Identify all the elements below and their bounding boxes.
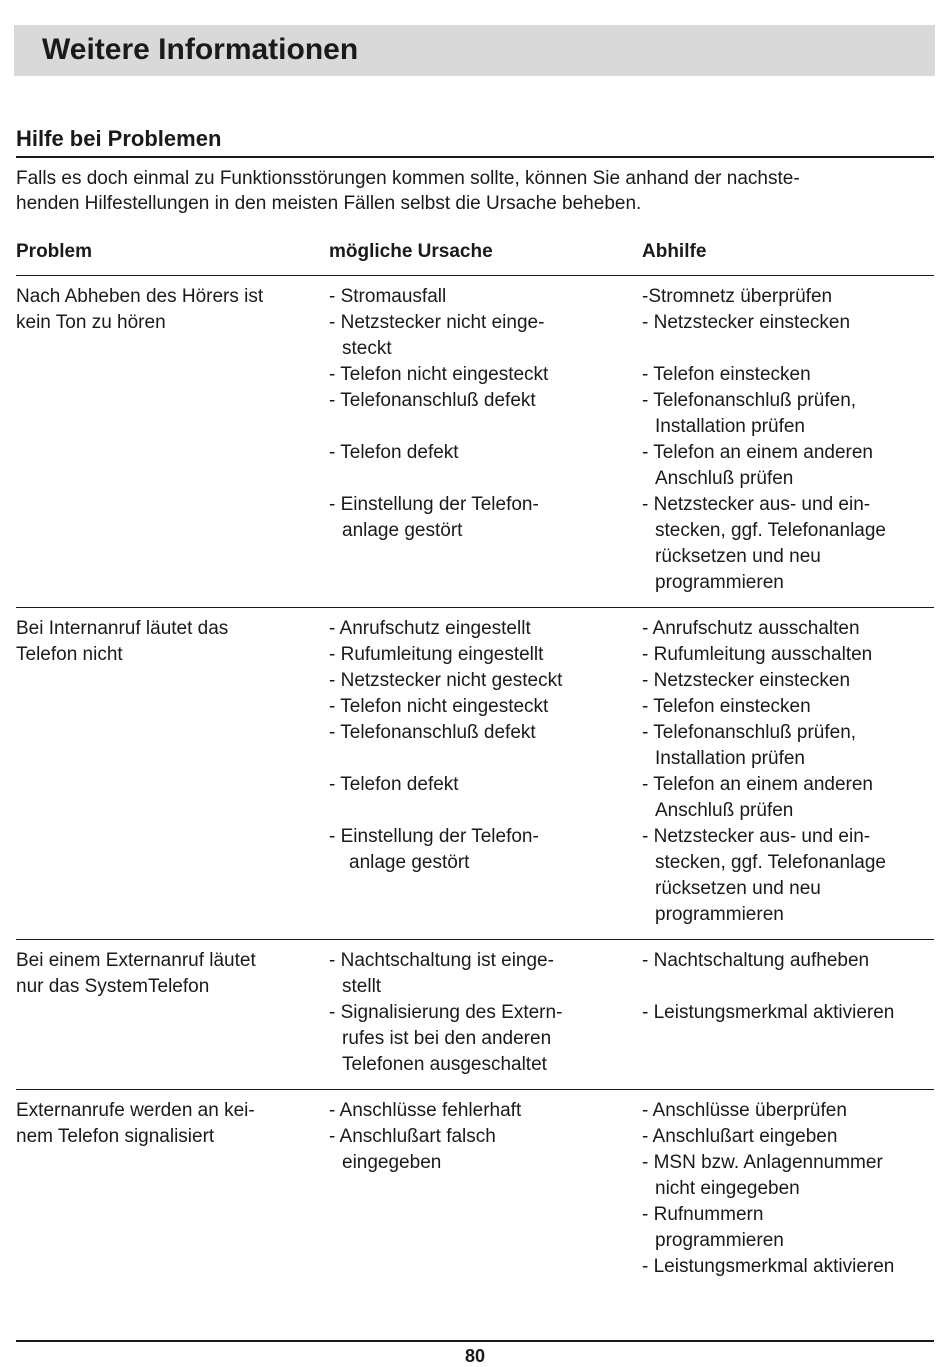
cell-line [642,336,942,362]
cell-line: Telefon nicht [16,644,123,665]
cell-line: - Telefon nicht eingesteckt [329,696,549,717]
cell-line: - Rufumleitung ausschalten [642,644,873,665]
cell-line [329,466,639,492]
cell-line: - Netzstecker einstecken [642,670,851,691]
table-row [16,276,934,608]
cell-line: - Telefon einstecken [642,696,811,717]
cell-line: Bei einem Externanruf läutet [16,950,256,971]
cell-line [642,974,942,1000]
cell-line: programmieren [655,904,784,925]
remedy-cell [642,616,942,928]
problem-cell [16,1098,316,1150]
cell-line: - Anschlußart falsch [329,1126,496,1147]
cell-line: anlage gestört [349,852,470,873]
cell-line [329,746,639,772]
cell-line: - Leistungsmerkmal aktivieren [642,1256,895,1277]
cell-line: rücksetzen und neu [655,546,821,567]
chapter-header-bar [14,25,935,76]
table-row [16,608,934,940]
remedy-cell [642,284,942,596]
cell-line: - Netzstecker einstecken [642,312,851,333]
column-header-remedy: Abhilfe [642,241,707,262]
cell-line: Anschluß prüfen [655,468,794,489]
cell-line: - Anrufschutz ausschalten [642,618,860,639]
troubleshooting-table [16,238,934,1291]
cell-line: - Telefon an einem anderen [642,774,873,795]
remedy-cell [642,948,942,1026]
cell-line: - Netzstecker aus- und ein- [642,494,871,515]
cell-line: eingegeben [342,1152,442,1173]
cell-line: - Rufumleitung eingestellt [329,644,544,665]
cell-line: Installation prüfen [655,416,805,437]
cell-line: Anschluß prüfen [655,800,794,821]
cell-line: kein Ton zu hören [16,312,166,333]
chapter-title: Weitere Informationen [42,33,359,66]
cell-line: - Netzstecker aus- und ein- [642,826,871,847]
cell-line: Installation prüfen [655,748,805,769]
cell-line: -Stromnetz überprüfen [642,286,833,307]
cell-line: - Leistungsmerkmal aktivieren [642,1002,895,1023]
cell-line [329,414,639,440]
intro-line: Falls es doch einmal zu Funktionsstörungen kommen sollte, können Sie anhand der nachste- [16,168,800,189]
column-header-problem: Problem [16,241,93,262]
cause-cell [329,616,639,876]
page-number: 80 [464,1346,486,1366]
cell-line [329,798,639,824]
cell-line: - Stromausfall [329,286,447,307]
cell-line: - Rufnummern [642,1204,764,1225]
table-row [16,940,934,1090]
cell-line: steckt [342,338,392,359]
cell-line: - Telefonanschluß prüfen, [642,390,857,411]
table-row [16,1090,934,1291]
cell-line: nur das SystemTelefon [16,976,210,997]
cell-line: - Telefonanschluß defekt [329,390,536,411]
cell-line: nem Telefon signalisiert [16,1126,215,1147]
column-header-cause: mögliche Ursache [329,241,493,262]
cell-line: - MSN bzw. Anlagennummer [642,1152,883,1173]
cell-line: Externanrufe werden an kei- [16,1100,255,1121]
cause-cell [329,1098,639,1176]
cell-line: - Telefonanschluß prüfen, [642,722,857,743]
remedy-cell [642,1098,942,1280]
cell-line: stecken, ggf. Telefonanlage [655,520,886,541]
cell-line: - Telefon an einem anderen [642,442,873,463]
cell-line: - Telefon nicht eingesteckt [329,364,549,385]
problem-cell [16,284,316,336]
cell-line: programmieren [655,1230,784,1251]
footer-divider [16,1340,934,1342]
cell-line: - Nachtschaltung aufheben [642,950,870,971]
cell-line: - Netzstecker nicht einge- [329,312,545,333]
cause-cell [329,948,639,1078]
cell-line: - Telefon defekt [329,442,459,463]
cause-cell [329,284,639,544]
cell-line: rufes ist bei den anderen [342,1028,552,1049]
section-title: Hilfe bei Problemen [16,126,222,151]
table-header-row [16,238,934,276]
cell-line: stecken, ggf. Telefonanlage [655,852,886,873]
cell-line: - Nachtschaltung ist einge- [329,950,554,971]
cell-line: - Anrufschutz eingestellt [329,618,531,639]
cell-line: - Netzstecker nicht gesteckt [329,670,563,691]
cell-line: Nach Abheben des Hörers ist [16,286,264,307]
cell-line: - Telefon defekt [329,774,459,795]
cell-line: - Anschlüsse überprüfen [642,1100,847,1121]
cell-line: - Telefonanschluß defekt [329,722,536,743]
cell-line: rücksetzen und neu [655,878,821,899]
problem-cell [16,616,316,668]
cell-line: - Einstellung der Telefon- [329,826,539,847]
cell-line: - Signalisierung des Extern- [329,1002,563,1023]
problem-cell [16,948,316,1000]
cell-line: nicht eingegeben [655,1178,800,1199]
cell-line: programmieren [655,572,784,593]
cell-line: - Anschlüsse fehlerhaft [329,1100,522,1121]
section-divider [16,156,934,158]
cell-line: anlage gestört [342,520,463,541]
cell-line: stellt [342,976,382,997]
cell-line: Telefonen ausgeschaltet [342,1054,547,1075]
cell-line: - Telefon einstecken [642,364,811,385]
cell-line: - Einstellung der Telefon- [329,494,539,515]
cell-line: - Anschlußart eingeben [642,1126,838,1147]
intro-line: henden Hilfestellungen in den meisten Fällen selbst die Ursache beheben. [16,193,642,214]
intro-paragraph [16,166,934,216]
cell-line: Bei Internanruf läutet das [16,618,229,639]
